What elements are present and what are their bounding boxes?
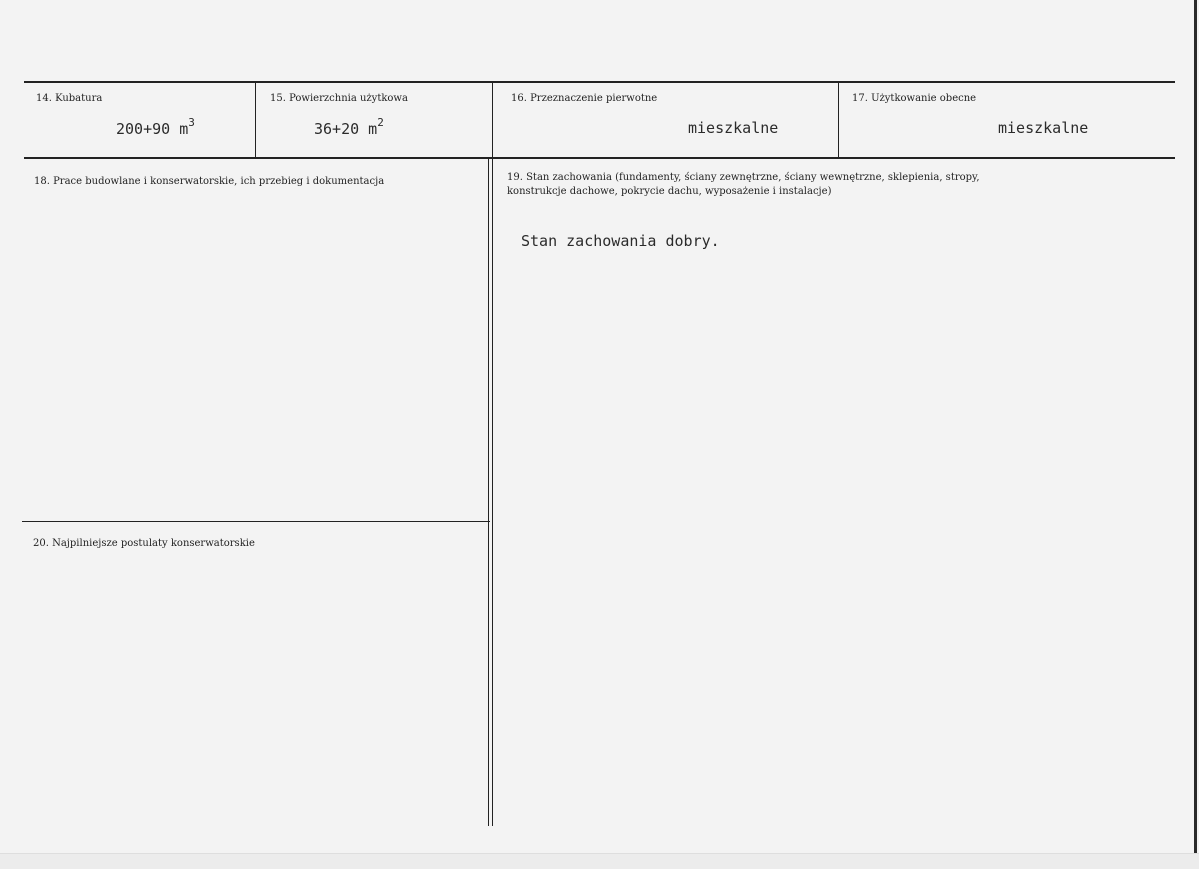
field-14-value [116, 118, 195, 138]
field-17-label: 17. Użytkowanie obecne [852, 93, 977, 104]
divider-15-16 [492, 82, 493, 826]
row-divider [24, 157, 1175, 159]
field-19-label-line2: konstrukcje dachowe, pokrycie dachu, wyposażenie i instalacje) [507, 186, 832, 197]
field-15-value-text: 36+20 m [314, 120, 378, 138]
field-20-label: 20. Najpilniejsze postulaty konserwatorskie [33, 538, 255, 549]
field-15-label: 15. Powierzchnia użytkowa [270, 93, 408, 104]
field-18-label: 18. Prace budowlane i konserwatorskie, ich przebieg i dokumentacja [34, 176, 385, 187]
field-17-value: mieszkalne [998, 119, 1089, 137]
top-rule [24, 81, 1175, 83]
field-14-value-text: 200+90 m [116, 120, 189, 138]
left-column-divider [488, 158, 489, 826]
field-19-value: Stan zachowania dobry. [521, 232, 720, 250]
field-14-label: 14. Kubatura [36, 93, 103, 104]
divider-18-20 [22, 521, 490, 522]
field-19-label-line1: 19. Stan zachowania (fundamenty, ściany zewnętrzne, ściany wewnętrzne, sklepienia, stropy, [507, 172, 980, 183]
card-right-edge [1194, 0, 1197, 855]
divider-16-17 [838, 82, 839, 158]
field-14-unit-exponent: 3 [188, 116, 195, 129]
field-15-unit-exponent: 2 [377, 116, 384, 129]
field-16-value: mieszkalne [688, 119, 779, 137]
card-bottom-edge [0, 853, 1199, 869]
field-16-label: 16. Przeznaczenie pierwotne [511, 93, 658, 104]
divider-14-15 [255, 82, 256, 158]
field-15-value [314, 118, 384, 138]
